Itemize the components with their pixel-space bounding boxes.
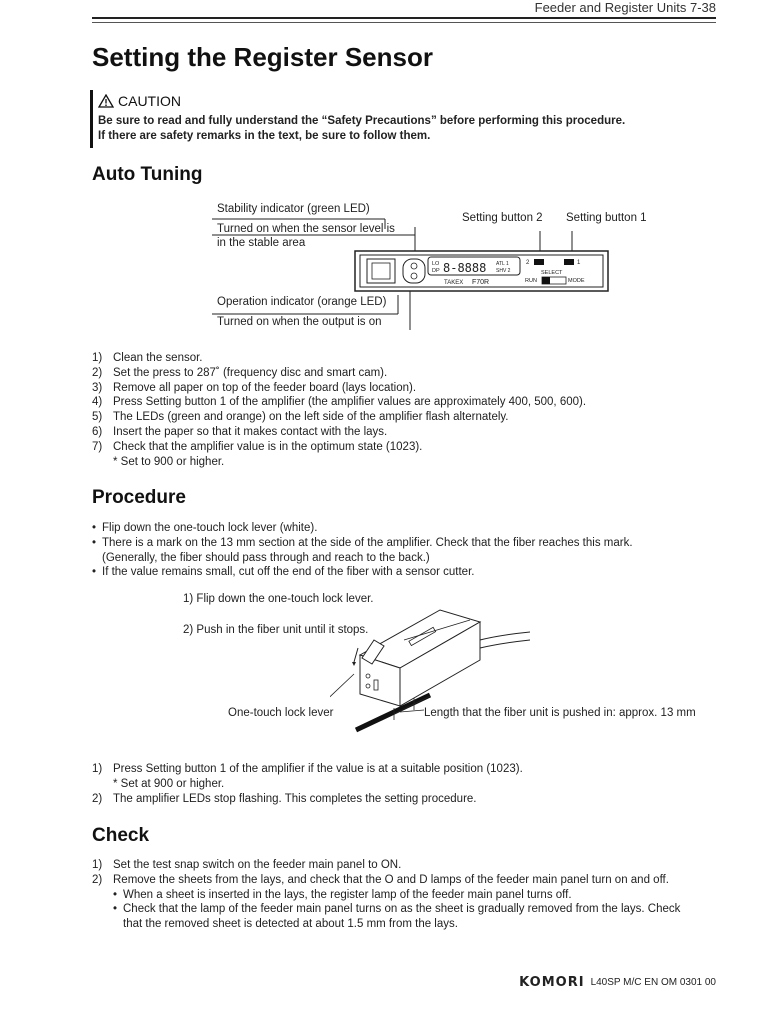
- device-shv-text: SHV 2: [496, 268, 511, 274]
- caution-heading: [98, 93, 181, 109]
- procedure-steps: [92, 762, 523, 806]
- list-item: • If the value remains small, cut off the end of the fiber with a sensor cutter.: [92, 566, 475, 579]
- amplifier-diagram: [200, 195, 620, 330]
- figure-step-1: 1) Flip down the one-touch lock lever.: [183, 593, 374, 605]
- caution-line-1: Be sure to read and fully understand the “Safety Precautions” before performing this procedure.: [98, 115, 626, 127]
- list-item: 5) The LEDs (green and orange) on the left side of the amplifier flash alternately.: [92, 411, 509, 424]
- header-rule: [92, 17, 716, 19]
- device-brand-text: TAKEX: [444, 280, 464, 286]
- device-num2-text: 2: [526, 260, 530, 266]
- setting-button-2: [534, 259, 544, 265]
- list-item: 7) Check that the amplifier value is in the optimum state (1023).: [92, 440, 423, 453]
- caution-body: [98, 114, 625, 144]
- stability-indicator-label: Stability indicator (green LED): [217, 203, 370, 215]
- check-sub-bullets: [92, 888, 680, 932]
- setting-button-2-label: Setting button 2: [462, 212, 543, 224]
- list-item: 1) Clean the sensor.: [92, 352, 203, 364]
- procedure-note: * Set at 900 or higher.: [113, 777, 225, 790]
- list-item: 6) Insert the paper so that it makes contact with the lays.: [92, 425, 388, 438]
- section-heading-procedure: Procedure: [92, 487, 186, 508]
- device-mode-text: MODE: [568, 278, 585, 284]
- setting-button-1: [564, 259, 574, 265]
- device-num1-text: 1: [577, 260, 581, 266]
- operation-indicator-label: Operation indicator (orange LED): [217, 296, 387, 308]
- section-heading-check: Check: [92, 825, 150, 846]
- device-lcd-text: 8-8888: [443, 261, 487, 275]
- list-item: 1) Press Setting button 1 of the amplifier if the value is at a suitable position (1023).: [92, 763, 523, 775]
- figure-step-2: 2) Push in the fiber unit until it stops.: [183, 624, 369, 636]
- fiber-unit-diagram: [330, 600, 530, 735]
- auto-tuning-steps: [92, 351, 586, 469]
- document-code: L40SP M/C EN OM 0301 00: [590, 977, 716, 988]
- setting-button-1-label: Setting button 1: [566, 212, 647, 224]
- procedure-bullets: [92, 521, 633, 580]
- page-footer: [519, 975, 716, 990]
- device-run-text: RUN: [525, 278, 537, 284]
- caution-bar: [90, 90, 93, 148]
- list-item: 1) Set the test snap switch on the feeder main panel to ON.: [92, 859, 402, 871]
- section-heading-auto-tuning: Auto Tuning: [92, 164, 203, 185]
- list-item-continuation: that the removed sheet is detected at about 1.5 mm from the lays.: [123, 918, 458, 931]
- komori-logo: KOMORI: [519, 975, 585, 990]
- list-item: 4) Press Setting button 1 of the amplifier (the amplifier values are approximately 400, 500, 600).: [92, 396, 587, 409]
- caution-label: CAUTION: [118, 93, 181, 109]
- list-item-continuation: (Generally, the fiber should pass through and reach to the back.): [102, 551, 430, 564]
- device-model-text: F70R: [472, 279, 490, 286]
- warning-triangle-icon: [98, 94, 114, 108]
- list-item: • There is a mark on the 13 mm section at the side of the amplifier. Check that the fiber reaches this mark.: [92, 536, 633, 549]
- stability-indicator-desc-1: Turned on when the sensor level is: [217, 223, 395, 235]
- length-label: Length that the fiber unit is pushed in: approx. 13 mm: [424, 707, 696, 719]
- list-item: 2) The amplifier LEDs stop flashing. This completes the setting procedure.: [92, 792, 477, 805]
- operation-indicator-desc: Turned on when the output is on: [217, 316, 382, 328]
- device-dp-text: DP: [432, 268, 440, 274]
- device-select-text: SELECT: [541, 270, 563, 276]
- list-item: 2) Remove the sheets from the lays, and check that the O and D lamps of the feeder main panel turn on and off.: [92, 873, 669, 886]
- lever-label: One-touch lock lever: [228, 707, 334, 719]
- auto-tuning-note: * Set to 900 or higher.: [113, 455, 225, 468]
- list-item: 3) Remove all paper on top of the feeder board (lays location).: [92, 381, 417, 394]
- stability-indicator-desc-2: in the stable area: [217, 237, 306, 249]
- caution-line-2: If there are safety remarks in the text, be sure to follow them.: [98, 130, 431, 142]
- running-header: Feeder and Register Units 7-38: [534, 0, 716, 15]
- list-item: • Check that the lamp of the feeder main panel turns on as the sheet is gradually removed from the lays. Check: [113, 903, 681, 916]
- list-item: 2) Set the press to 287˚ (frequency disc and smart cam).: [92, 366, 388, 379]
- device-ld-text: LO: [432, 261, 440, 267]
- check-steps: [92, 858, 680, 932]
- device-atl-text: ATL 1: [496, 261, 509, 267]
- header-rule-thin: [92, 22, 716, 23]
- list-item: • Flip down the one-touch lock lever (white).: [92, 522, 318, 534]
- list-item: • When a sheet is inserted in the lays, the register lamp of the feeder main panel turns off.: [113, 888, 572, 901]
- page-title: Setting the Register Sensor: [92, 42, 433, 72]
